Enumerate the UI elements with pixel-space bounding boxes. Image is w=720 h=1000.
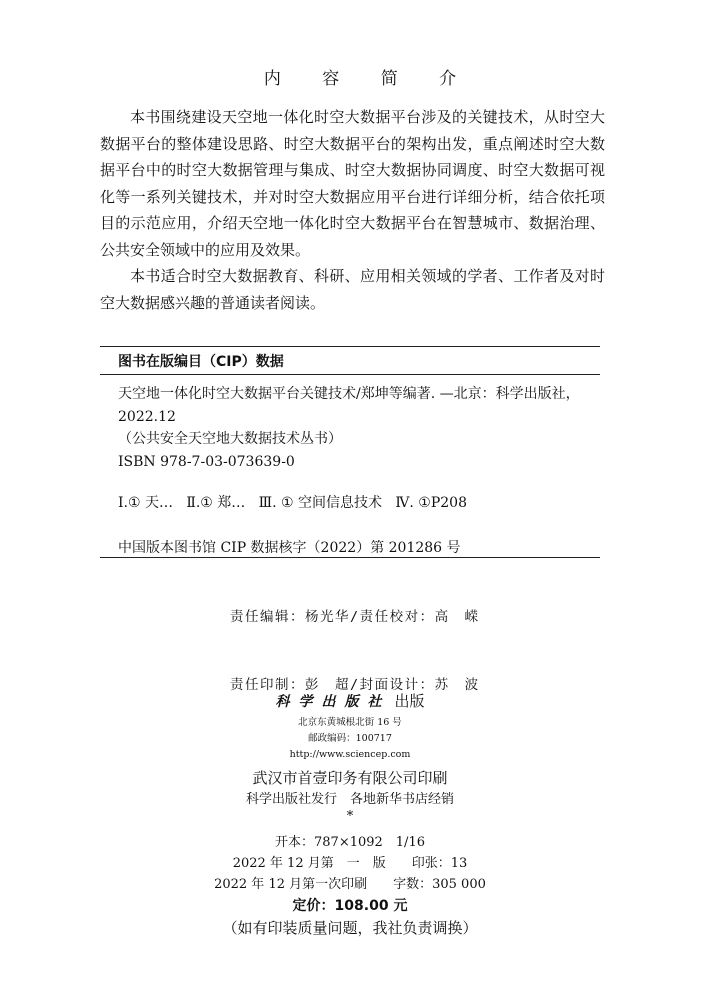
separator-star: * bbox=[346, 809, 354, 824]
publisher-line bbox=[0, 688, 700, 715]
abstract bbox=[100, 104, 605, 316]
cip-subjects: Ⅰ.① 天… Ⅱ.① 郑… Ⅲ. ① 空间信息技术 Ⅳ. ①P208 bbox=[118, 495, 467, 511]
cip-isbn: ISBN 978-7-03-073639-0 bbox=[118, 453, 295, 470]
publisher-logo: 科学出版社 bbox=[275, 694, 391, 710]
price: 定价：108.00 元 bbox=[292, 898, 408, 914]
abstract-paragraph-1: 本书围绕建设天空地一体化时空大数据平台涉及的关键技术，从时空大数据平台的整体建设思路、时空大数据平台的架构出发，重点阐述时空大数据平台中的时空大数据管理与集成、时空大数据协同调度、时空大数据可视化等一系列关键技术，并对时空大数据应用平台进行详细分析，结合依托项目的示范应用，介绍天空地一体化时空大数据平台在智慧城市、数据治理、公共安全领域中的应用及效果。 bbox=[100, 108, 605, 259]
publisher-postcode: 邮政编码：100717 bbox=[308, 733, 392, 744]
cip-top-rule bbox=[100, 346, 600, 347]
publisher-suffix: 出版 bbox=[394, 692, 425, 710]
credits-editor-line: 责任编辑：杨光华/责任校对：高 嵘 bbox=[230, 609, 480, 625]
format-spec: 开本：787×1092 1/16 bbox=[275, 835, 425, 850]
cip-title-line: 天空地一体化时空大数据平台关键技术/郑坤等编著. —北京：科学出版社，2022.12 bbox=[118, 386, 580, 425]
colophon bbox=[0, 688, 700, 939]
printer: 武汉市首壹印务有限公司印刷 bbox=[252, 769, 448, 787]
abstract-paragraph-2: 本书适合时空大数据教育、科研、应用相关领域的学者、工作者及对时空大数据感兴趣的普通读者阅读。 bbox=[100, 267, 605, 312]
cip-record-number: 中国版本图书馆 CIP 数据核字（2022）第 201286 号 bbox=[118, 540, 461, 556]
cip-entry bbox=[118, 383, 608, 473]
cip-header: 图书在版编目（CIP）数据 bbox=[118, 354, 284, 370]
credits-printing-line: 责任印制：彭 超/封面设计：苏 波 bbox=[230, 676, 480, 693]
cip-bottom-rule bbox=[100, 557, 600, 558]
cip-header-rule bbox=[100, 374, 600, 375]
printing-spec: 2022 年 12 月第一次印刷 字数：305 000 bbox=[214, 877, 486, 892]
quality-notice: （如有印装质量问题，我社负责调换） bbox=[222, 919, 478, 937]
publisher-address: 北京东黄城根北街 16 号 bbox=[298, 717, 402, 728]
publisher-url: http://www.sciencep.com bbox=[289, 749, 411, 760]
page-title: 内 容 简 介 bbox=[263, 69, 475, 89]
distribution: 科学出版社发行 各地新华书店经销 bbox=[245, 792, 454, 807]
cip-series: （公共安全天空地大数据技术丛书） bbox=[118, 431, 342, 447]
edition-spec: 2022 年 12 月第 一 版 印张：13 bbox=[232, 856, 468, 871]
